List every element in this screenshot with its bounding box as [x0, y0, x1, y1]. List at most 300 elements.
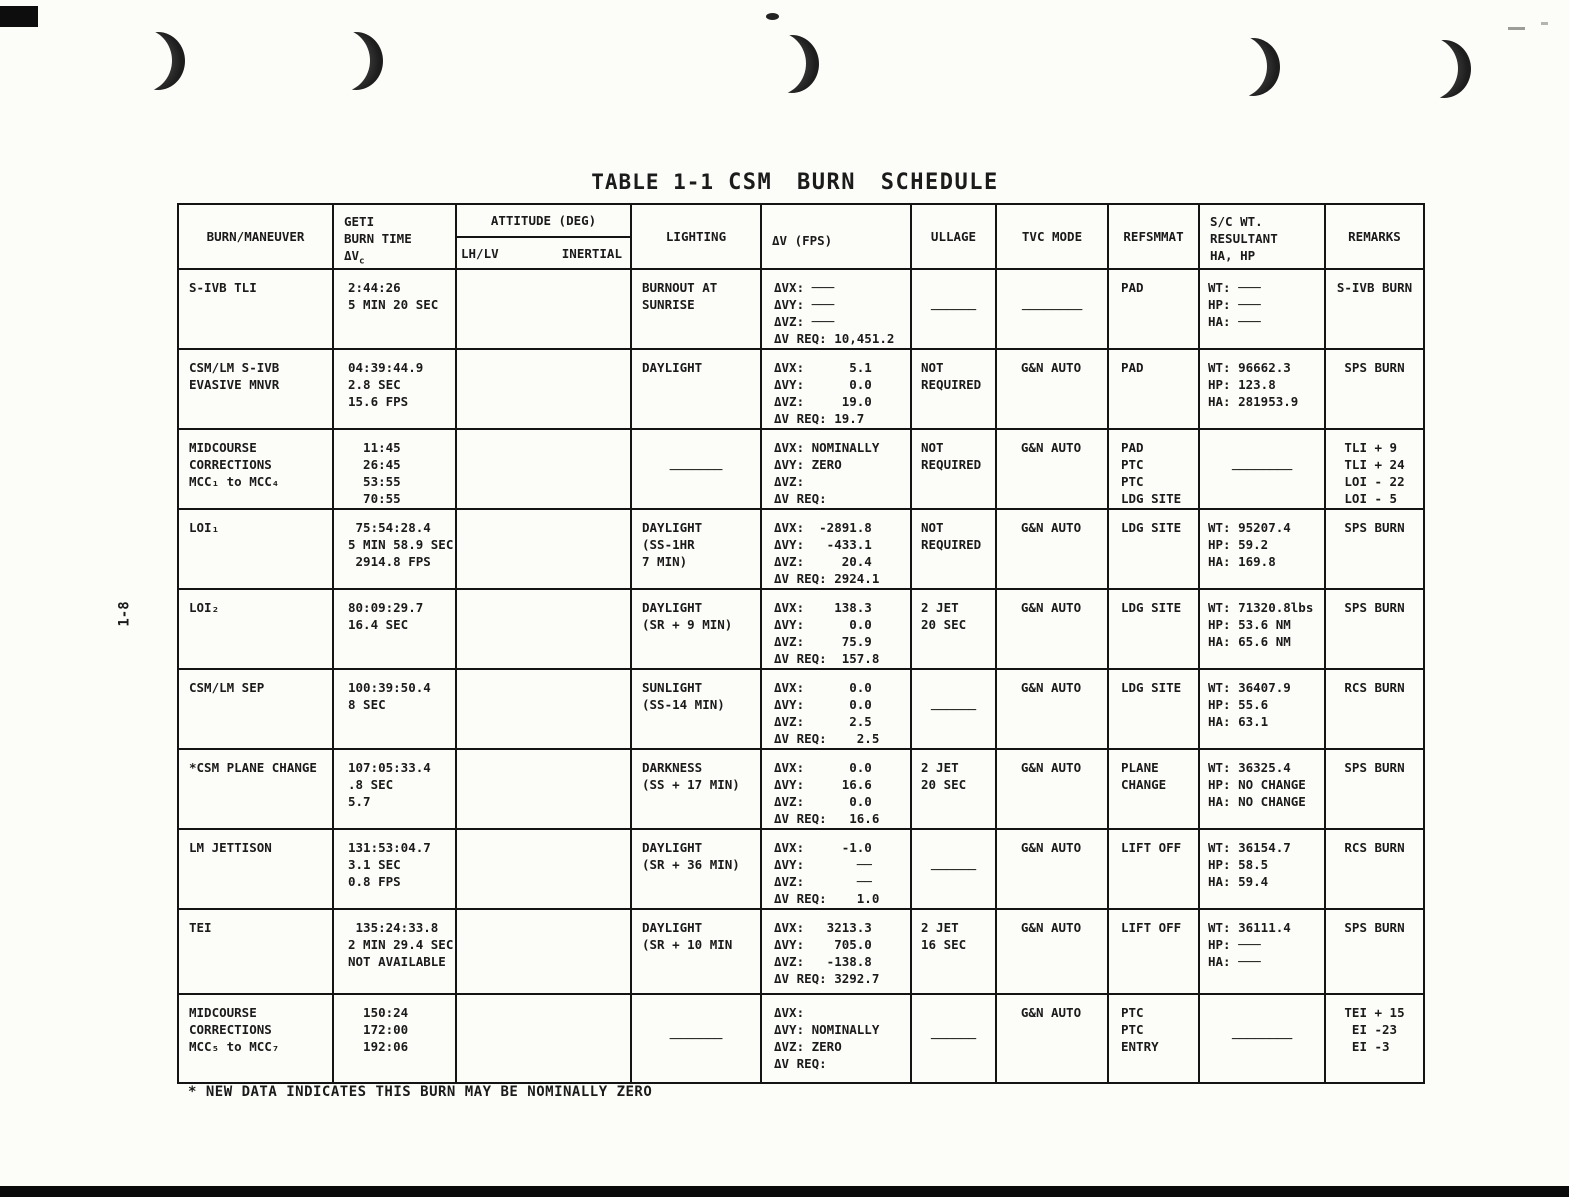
cell-line: HA: ─── — [1208, 954, 1261, 969]
cell-dv — [762, 910, 912, 995]
cell-ullage — [912, 750, 997, 830]
punch-hole — [1226, 38, 1280, 96]
cell-line: ΔV REQ: 10,451.2 — [774, 331, 895, 346]
cell-lines — [921, 759, 993, 793]
cell-burn — [179, 430, 334, 510]
cell-line: HA: NO CHANGE — [1208, 794, 1306, 809]
cell-attitude — [457, 510, 632, 590]
cell-lines — [774, 519, 908, 587]
cell-line: SUNRISE — [642, 297, 695, 312]
cell-lines — [997, 599, 1105, 616]
cell-tvc — [997, 590, 1109, 670]
cell-line: 8 SEC — [348, 697, 386, 712]
header-attitude-deg — [457, 205, 630, 238]
cell-lines — [774, 679, 908, 747]
cell-line: 20 SEC — [921, 777, 967, 792]
cell-line: CSM/LM S-IVB — [189, 360, 280, 375]
cell-lines — [997, 519, 1105, 536]
cell-line: 135:24:33.8 — [348, 920, 439, 935]
cell-line: ΔVZ: -138.8 — [774, 954, 872, 969]
cell-line: G&N AUTO — [1020, 520, 1082, 535]
header-label: REFSMMAT — [1123, 229, 1184, 244]
cell-line: WT: 96662.3 — [1208, 360, 1291, 375]
cell-line: 04:39:44.9 — [348, 360, 424, 375]
cell-lines — [921, 439, 993, 473]
cell-line: TLI + 24 — [1344, 457, 1405, 472]
cell-tvc — [997, 750, 1109, 830]
cell-line: DAYLIGHT — [642, 360, 703, 375]
cell-remarks — [1326, 995, 1423, 1082]
cell-lines — [1232, 461, 1292, 478]
cell-lighting — [632, 750, 762, 830]
cell-line: LOI₂ — [189, 600, 220, 615]
cell-line: ΔVZ: 0.0 — [774, 794, 872, 809]
cell-remarks — [1326, 830, 1423, 910]
cell-lines — [774, 359, 908, 427]
cell-line: 100:39:50.4 — [348, 680, 431, 695]
cell-line: 7 MIN) — [642, 554, 688, 569]
header-burn-maneuver — [179, 205, 334, 270]
cell-lines — [1121, 1004, 1196, 1055]
cell-remarks — [1326, 670, 1423, 750]
cell-lines — [189, 919, 330, 936]
header-tvc-mode — [997, 205, 1109, 270]
cell-lines — [1121, 279, 1196, 296]
cell-line: (SS-1HR — [642, 537, 695, 552]
cell-burn — [179, 510, 334, 590]
cell-line: ΔV REQ: 16.6 — [774, 811, 880, 826]
cell-lines — [642, 279, 758, 313]
header-label: HA, HP — [1210, 248, 1256, 263]
cell-line: ΔVY: ZERO — [774, 457, 842, 472]
cell-line: HA: 65.6 NM — [1208, 634, 1291, 649]
cell-lines — [642, 679, 758, 713]
cell-line: ΔVZ: 2.5 — [774, 714, 872, 729]
cell-line: 2 JET — [921, 760, 959, 775]
cell-line: MIDCOURSE — [189, 440, 257, 455]
cell-geti — [334, 830, 457, 910]
cell-lines — [1121, 519, 1196, 536]
cell-lines — [348, 679, 453, 713]
cell-tvc — [997, 670, 1109, 750]
cell-line: G&N AUTO — [1020, 760, 1082, 775]
cell-lines — [189, 439, 330, 490]
cell-line: HA: 59.4 — [1208, 874, 1269, 889]
cell-line: WT: 36111.4 — [1208, 920, 1291, 935]
cell-geti — [334, 995, 457, 1082]
cell-line: .8 SEC — [348, 777, 394, 792]
cell-line: ────── — [930, 301, 977, 317]
cell-lighting — [632, 590, 762, 670]
header-label-inertial: INERTIAL — [561, 245, 622, 261]
table-number: TABLE 1-1 — [591, 170, 715, 194]
cell-line: WT: 36154.7 — [1208, 840, 1291, 855]
cell-line: CORRECTIONS — [189, 1022, 272, 1037]
cell-line: S-IVB TLI — [189, 280, 257, 295]
cell-lines — [642, 599, 758, 633]
cell-lines — [1344, 439, 1404, 507]
cell-lines — [921, 599, 993, 633]
cell-line: LIFT OFF — [1121, 840, 1182, 855]
cell-ullage — [912, 995, 997, 1082]
cell-line: ΔVZ: 20.4 — [774, 554, 872, 569]
header-delta-v-fps — [762, 205, 912, 270]
scan-bottom-edge — [0, 1186, 1569, 1197]
cell-line: ──────── — [1021, 301, 1083, 317]
cell-line: G&N AUTO — [1020, 600, 1082, 615]
cell-line: ─────── — [669, 461, 723, 477]
cell-line: 107:05:33.4 — [348, 760, 431, 775]
cell-line: ΔVY: 0.0 — [774, 377, 872, 392]
header-sc-wt-resultant — [1200, 205, 1326, 270]
cell-line: SPS BURN — [1344, 520, 1405, 535]
cell-line: HP: 123.8 — [1208, 377, 1276, 392]
cell-lines — [1121, 359, 1196, 376]
cell-line: ΔV REQ: — [774, 1056, 827, 1071]
cell-line: 2914.8 FPS — [348, 554, 431, 569]
cell-line: EVASIVE MNVR — [189, 377, 280, 392]
cell-attitude — [457, 830, 632, 910]
cell-dv — [762, 830, 912, 910]
cell-tvc — [997, 830, 1109, 910]
cell-refsmmat — [1109, 430, 1200, 510]
cell-lines — [1208, 839, 1322, 890]
header-attitude — [457, 205, 632, 270]
punch-hole-highlight — [747, 32, 806, 95]
punch-hole-highlight — [1208, 35, 1267, 98]
cell-line: 172:00 — [348, 1022, 409, 1037]
cell-lines — [642, 759, 758, 793]
cell-lines — [774, 759, 908, 827]
cell-line: ΔVX: 138.3 — [774, 600, 872, 615]
scan-speck — [1541, 22, 1548, 25]
cell-line: ──────── — [1231, 461, 1293, 477]
cell-line: ──────── — [1231, 1031, 1293, 1046]
cell-lines — [1208, 919, 1322, 970]
cell-line: 192:06 — [348, 1039, 409, 1054]
cell-line: WT: ─── — [1208, 280, 1261, 295]
cell-line: LOI - 5 — [1344, 491, 1398, 506]
cell-line: HP: ─── — [1208, 297, 1261, 312]
cell-tvc — [997, 270, 1109, 350]
cell-line: ΔVY: NOMINALLY — [774, 1022, 880, 1037]
cell-scwt — [1200, 430, 1326, 510]
cell-line: 16.4 SEC — [348, 617, 409, 632]
cell-ullage — [912, 430, 997, 510]
cell-line: 0.8 FPS — [348, 874, 401, 889]
cell-tvc — [997, 995, 1109, 1082]
cell-line: ΔV REQ: 1.0 — [774, 891, 880, 906]
cell-line: ΔVX: NOMINALLY — [774, 440, 880, 455]
cell-line: SPS BURN — [1344, 600, 1405, 615]
cell-ullage — [912, 910, 997, 995]
cell-line: *CSM PLANE CHANGE — [189, 760, 317, 775]
cell-line: PAD — [1121, 280, 1144, 295]
cell-line: PTC — [1121, 474, 1144, 489]
cell-line: TLI + 9 — [1344, 440, 1398, 455]
cell-line: PAD — [1121, 440, 1144, 455]
cell-lines — [997, 759, 1105, 776]
cell-line: 2 JET — [921, 600, 959, 615]
cell-line: HA: ─── — [1208, 314, 1261, 329]
cell-lines — [1337, 279, 1412, 296]
cell-line: HP: 53.6 NM — [1208, 617, 1291, 632]
cell-ullage — [912, 350, 997, 430]
cell-lines — [1344, 1004, 1404, 1055]
cell-line: G&N AUTO — [1020, 680, 1082, 695]
cell-tvc — [997, 910, 1109, 995]
cell-line: ΔVY: 0.0 — [774, 617, 872, 632]
cell-lines — [1208, 679, 1322, 730]
cell-lines — [1208, 599, 1322, 650]
cell-lines — [921, 919, 993, 953]
cell-lines — [1208, 279, 1322, 330]
cell-line: ΔVZ: — [774, 474, 805, 489]
cell-burn — [179, 350, 334, 430]
cell-lines — [1121, 839, 1196, 856]
cell-line: ΔV REQ: 2924.1 — [774, 571, 880, 586]
cell-lines — [1121, 599, 1196, 616]
cell-lines — [189, 1004, 330, 1055]
cell-line: 150:24 — [348, 1005, 409, 1020]
cell-line: 2.8 SEC — [348, 377, 401, 392]
csm-burn-schedule-table — [177, 203, 1425, 1084]
cell-geti — [334, 270, 457, 350]
cell-line: SUNLIGHT — [642, 680, 703, 695]
cell-lines — [1022, 301, 1082, 318]
cell-dv — [762, 350, 912, 430]
cell-line: ΔVY: -433.1 — [774, 537, 872, 552]
cell-refsmmat — [1109, 590, 1200, 670]
cell-line: 2:44:26 — [348, 280, 401, 295]
cell-scwt — [1200, 350, 1326, 430]
cell-line: MCC₁ to MCC₄ — [189, 474, 280, 489]
cell-attitude — [457, 750, 632, 830]
cell-attitude — [457, 910, 632, 995]
cell-line: G&N AUTO — [1020, 920, 1082, 935]
cell-line: LOI₁ — [189, 520, 220, 535]
cell-dv — [762, 270, 912, 350]
cell-line: ΔV REQ: 2.5 — [774, 731, 880, 746]
cell-refsmmat — [1109, 750, 1200, 830]
cell-attitude — [457, 270, 632, 350]
cell-dv — [762, 590, 912, 670]
cell-lines — [348, 839, 453, 890]
cell-line: PTC — [1121, 1022, 1144, 1037]
cell-line: RCS BURN — [1344, 840, 1405, 855]
cell-line: 3.1 SEC — [348, 857, 401, 872]
cell-geti — [334, 350, 457, 430]
cell-line: ΔVY: 16.6 — [774, 777, 872, 792]
cell-lines — [1344, 519, 1404, 536]
cell-lines — [348, 599, 453, 633]
cell-refsmmat — [1109, 270, 1200, 350]
cell-lines — [348, 1004, 453, 1055]
cell-line: (SR + 36 MIN) — [642, 857, 740, 872]
cell-geti — [334, 590, 457, 670]
cell-geti — [334, 750, 457, 830]
cell-line: ΔVY: ── — [774, 857, 872, 872]
cell-burn — [179, 670, 334, 750]
cell-lines — [1232, 1030, 1292, 1047]
cell-lines — [997, 919, 1105, 936]
page-number: 1-8 — [116, 601, 133, 627]
cell-lines — [1121, 679, 1196, 696]
cell-lines — [189, 679, 330, 696]
cell-line: BURNOUT AT — [642, 280, 718, 295]
header-label-lhlv: LH/LV — [461, 245, 499, 261]
cell-lines — [348, 759, 453, 810]
cell-burn — [179, 270, 334, 350]
cell-geti — [334, 510, 457, 590]
cell-lines — [774, 1004, 908, 1072]
header-label: S/C WT. — [1210, 214, 1263, 229]
cell-lines — [642, 839, 758, 873]
header-label: LIGHTING — [665, 229, 727, 244]
cell-line: SPS BURN — [1344, 360, 1405, 375]
cell-remarks — [1326, 910, 1423, 995]
cell-line: WT: 71320.8lbs — [1208, 600, 1314, 615]
cell-attitude — [457, 590, 632, 670]
cell-burn — [179, 910, 334, 995]
header-label: GETI — [344, 214, 375, 229]
cell-lines — [189, 839, 330, 856]
cell-line: ─────── — [669, 1031, 723, 1046]
cell-scwt — [1200, 750, 1326, 830]
cell-lines — [1344, 599, 1404, 616]
cell-refsmmat — [1109, 350, 1200, 430]
cell-line: ΔVY: 705.0 — [774, 937, 872, 952]
cell-line: 16 SEC — [921, 937, 967, 952]
punch-hole-highlight — [311, 29, 370, 92]
header-label-delta-vc — [344, 247, 364, 270]
header-label: ULLAGE — [930, 229, 977, 244]
cell-line: (SR + 9 MIN) — [642, 617, 733, 632]
cell-line: ────── — [930, 861, 977, 877]
header-refsmmat — [1109, 205, 1200, 270]
header-remarks — [1326, 205, 1423, 270]
cell-lines — [1208, 519, 1322, 570]
cell-line: ΔVX: -1.0 — [774, 840, 872, 855]
cell-remarks — [1326, 750, 1423, 830]
header-label: ATTITUDE (DEG) — [490, 213, 597, 228]
cell-lines — [348, 359, 453, 410]
scan-corner-mark — [0, 6, 38, 27]
cell-geti — [334, 910, 457, 995]
punch-hole-highlight — [1399, 37, 1458, 100]
cell-line: REQUIRED — [921, 537, 982, 552]
delta-v-subscript: c — [359, 256, 365, 267]
cell-line: CHANGE — [1121, 777, 1167, 792]
cell-geti — [334, 430, 457, 510]
cell-line: ΔV REQ: 19.7 — [774, 411, 865, 426]
cell-lines — [774, 599, 908, 667]
cell-lighting — [632, 830, 762, 910]
cell-burn — [179, 995, 334, 1082]
cell-lines — [1344, 839, 1404, 856]
cell-dv — [762, 995, 912, 1082]
cell-scwt — [1200, 510, 1326, 590]
header-label: ΔV (FPS) — [772, 233, 833, 248]
cell-line: ENTRY — [1121, 1039, 1159, 1054]
cell-lines — [670, 461, 723, 478]
cell-line: RCS BURN — [1344, 680, 1405, 695]
cell-line: EI -3 — [1344, 1039, 1390, 1054]
header-label: TVC MODE — [1021, 229, 1083, 244]
cell-line: 2 JET — [921, 920, 959, 935]
cell-attitude — [457, 430, 632, 510]
cell-line: HP: ─── — [1208, 937, 1261, 952]
cell-remarks — [1326, 270, 1423, 350]
cell-tvc — [997, 430, 1109, 510]
cell-line: ΔVX: 0.0 — [774, 680, 872, 695]
cell-lines — [189, 519, 330, 536]
cell-lines — [921, 519, 993, 553]
punch-hole — [1417, 40, 1471, 98]
cell-lines — [1121, 439, 1196, 507]
cell-tvc — [997, 350, 1109, 430]
cell-lines — [670, 1030, 723, 1047]
cell-line: G&N AUTO — [1020, 840, 1082, 855]
cell-lines — [642, 519, 758, 570]
cell-line: NOT — [921, 440, 944, 455]
cell-line: ────── — [930, 1031, 977, 1046]
cell-lines — [997, 359, 1105, 376]
cell-line: NOT — [921, 520, 944, 535]
cell-line: PAD — [1121, 360, 1144, 375]
header-geti-burn-time — [334, 205, 457, 270]
cell-line: 2 MIN 29.4 SEC — [348, 937, 454, 952]
cell-line: DAYLIGHT — [642, 600, 703, 615]
cell-line: HP: 58.5 — [1208, 857, 1269, 872]
cell-line: DARKNESS — [642, 760, 703, 775]
cell-lighting — [632, 910, 762, 995]
cell-line: G&N AUTO — [1020, 360, 1082, 375]
cell-lines — [997, 1004, 1105, 1021]
cell-lines — [642, 359, 758, 376]
header-attitude-subcolumns — [457, 238, 630, 268]
header-ullage — [912, 205, 997, 270]
cell-ullage — [912, 510, 997, 590]
cell-line: LIFT OFF — [1121, 920, 1182, 935]
cell-line: LOI - 22 — [1344, 474, 1405, 489]
cell-line: CORRECTIONS — [189, 457, 272, 472]
cell-lines — [348, 919, 453, 970]
cell-lighting — [632, 670, 762, 750]
scan-speck — [1508, 27, 1525, 30]
cell-line: PLANE — [1121, 760, 1159, 775]
cell-line: HA: 63.1 — [1208, 714, 1269, 729]
cell-remarks — [1326, 510, 1423, 590]
cell-lines — [931, 861, 976, 878]
cell-lines — [774, 919, 908, 987]
cell-line: WT: 36407.9 — [1208, 680, 1291, 695]
cell-ullage — [912, 270, 997, 350]
cell-refsmmat — [1109, 995, 1200, 1082]
cell-lines — [1208, 359, 1322, 410]
cell-scwt — [1200, 270, 1326, 350]
cell-lighting — [632, 430, 762, 510]
cell-lines — [189, 599, 330, 616]
cell-tvc — [997, 510, 1109, 590]
cell-remarks — [1326, 350, 1423, 430]
cell-lines — [348, 439, 453, 507]
cell-line: 15.6 FPS — [348, 394, 409, 409]
cell-line: ΔVY: ─── — [774, 297, 835, 312]
cell-scwt — [1200, 590, 1326, 670]
scan-speck — [766, 13, 779, 20]
cell-scwt — [1200, 670, 1326, 750]
